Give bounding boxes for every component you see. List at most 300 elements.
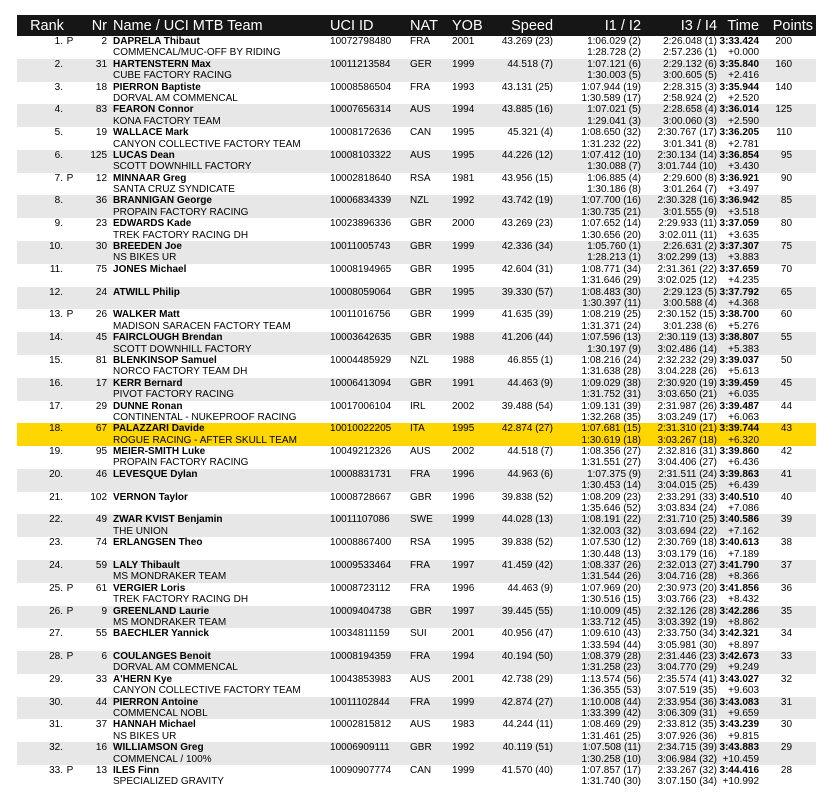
intermediate-3-4-cell: 2:29.132 (6) 3:00.605 (5) — [663, 58, 718, 82]
speed-cell: 43.885 (16) — [501, 104, 554, 116]
intermediate-3-4-cell: 2:29.123 (5) 3:00.588 (4) — [663, 286, 718, 309]
intermediate-1-2-cell: 1:07.681 (15) 1:30.619 (18) — [581, 423, 642, 446]
bib-number-cell: 29 — [95, 400, 108, 412]
rank-cell: 9. — [54, 218, 63, 230]
intermediate-1-2-cell: 1:08.469 (29) 1:31.461 (25) — [581, 719, 642, 742]
points-cell: 160 — [775, 58, 793, 70]
nationality-cell: FRA — [410, 559, 431, 571]
protected-flag — [63, 560, 77, 583]
name-team-cell: WILLIAMSON Greg COMMENCAL / 100% — [113, 742, 212, 765]
points-cell: 32 — [780, 673, 793, 685]
uci-id-cell: 10003642635 — [330, 332, 392, 344]
intermediate-3-4-cell: 2:28.315 (3) 2:58.924 (2) — [663, 81, 718, 104]
time-cell: 3:42.286 +8.862 — [719, 605, 760, 628]
speed-cell: 39.445 (55) — [501, 605, 554, 617]
year-of-birth-cell: 1995 — [452, 127, 475, 139]
bib-number-cell: 18 — [95, 81, 108, 93]
intermediate-3-4-cell: 2:30.769 (18) 3:03.179 (16) — [657, 537, 718, 560]
column-header-uci-id: UCI ID — [323, 15, 401, 36]
name-team-cell: WALKER Matt MADISON SARACEN FACTORY TEAM — [113, 309, 291, 332]
time-cell: 3:41.790 +8.366 — [719, 559, 760, 583]
points-cell: 70 — [780, 263, 793, 275]
time-cell: 3:36.205 +2.781 — [719, 127, 760, 150]
name-team-cell: LUCAS Dean SCOTT DOWNHILL FACTORY — [113, 149, 252, 173]
points-cell: 35 — [780, 605, 793, 617]
rank-cell: 21. — [49, 491, 63, 503]
speed-cell: 41.635 (39) — [501, 309, 554, 321]
intermediate-3-4-cell: 2:30.920 (19) 3:03.650 (21) — [657, 377, 718, 401]
year-of-birth-cell: 1995 — [452, 286, 475, 298]
name-team-cell: VERNON Taylor — [113, 491, 188, 503]
table-row — [17, 218, 816, 241]
bib-number-cell: 31 — [95, 58, 108, 70]
protected-flag — [63, 355, 77, 378]
name-team-cell: ZWAR KVIST Benjamin THE UNION — [113, 514, 223, 537]
bib-number-cell: 2 — [101, 36, 108, 47]
speed-cell: 41.459 (42) — [501, 559, 554, 571]
year-of-birth-cell: 1999 — [452, 309, 475, 321]
year-of-birth-cell: 1994 — [452, 651, 475, 663]
table-row — [17, 628, 816, 651]
name-team-cell: BREEDEN Joe NS BIKES UR — [113, 241, 182, 264]
intermediate-3-4-cell: 2:33.954 (36) 3:06.309 (31) — [657, 696, 718, 720]
intermediate-1-2-cell: 1:08.379 (28) 1:31.258 (23) — [581, 651, 642, 674]
nationality-cell: RSA — [410, 172, 431, 184]
speed-cell: 39.838 (52) — [501, 537, 554, 549]
name-team-cell: PIERRON Antoine COMMENCAL NOBL — [113, 696, 208, 720]
intermediate-1-2-cell: 1:09.610 (43) 1:33.594 (44) — [581, 628, 642, 651]
intermediate-3-4-cell: 2:30.119 (13) 3:02.486 (14) — [657, 332, 718, 355]
speed-cell: 43.956 (15) — [501, 172, 554, 184]
points-cell: 41 — [780, 468, 793, 480]
table-row — [17, 59, 816, 82]
year-of-birth-cell: 1999 — [452, 241, 475, 253]
name-team-cell: VERGIER Loris TREK FACTORY RACING DH — [113, 582, 249, 606]
speed-cell: 42.874 (27) — [501, 696, 554, 708]
time-cell: 3:39.860 +6.436 — [719, 446, 760, 469]
year-of-birth-cell: 1995 — [452, 423, 475, 435]
rank-cell: 11. — [49, 263, 63, 275]
time-cell: 3:36.942 +3.518 — [719, 195, 760, 218]
year-of-birth-cell: 1981 — [452, 172, 475, 184]
speed-cell: 46.855 (1) — [507, 354, 554, 366]
bib-number-cell: 6 — [101, 651, 108, 663]
protected-flag — [63, 264, 77, 287]
points-cell: 200 — [775, 36, 793, 47]
intermediate-1-2-cell: 1:06.029 (2) 1:28.728 (2) — [587, 36, 642, 59]
points-cell: 50 — [780, 354, 793, 366]
nationality-cell: GBR — [410, 742, 432, 754]
rank-cell: 22. — [49, 514, 63, 526]
rank-cell: 13. — [49, 309, 63, 321]
intermediate-1-2-cell: 1:08.650 (32) 1:31.232 (22) — [581, 127, 642, 150]
nationality-cell: FRA — [410, 651, 431, 663]
time-cell: 3:39.037 +5.613 — [719, 354, 760, 378]
rank-cell: 14. — [49, 332, 63, 344]
time-cell: 3:40.613 +7.189 — [719, 537, 760, 560]
nationality-cell: GBR — [410, 218, 432, 230]
speed-cell: 44.518 (7) — [507, 446, 554, 458]
points-cell: 55 — [780, 332, 793, 344]
protected-flag — [63, 332, 77, 355]
uci-id-cell: 10008194359 — [330, 651, 392, 663]
nationality-cell: SUI — [410, 628, 427, 640]
uci-id-cell: 10017006104 — [330, 400, 392, 412]
bib-number-cell: 23 — [95, 218, 108, 230]
points-cell: 42 — [780, 446, 793, 458]
intermediate-1-2-cell: 1:08.483 (30) 1:30.397 (11) — [581, 286, 642, 309]
bib-number-cell: 12 — [95, 172, 108, 184]
intermediate-1-2-cell: 1:09.029 (38) 1:31.752 (31) — [581, 377, 642, 401]
intermediate-1-2-cell: 1:09.131 (39) 1:32.268 (35) — [581, 400, 642, 423]
time-cell: 3:37.659 +4.235 — [719, 263, 760, 287]
nationality-cell: GBR — [410, 241, 432, 253]
nationality-cell: RSA — [410, 537, 431, 549]
column-header-nr: Nr — [77, 15, 107, 36]
year-of-birth-cell: 1994 — [452, 104, 475, 116]
name-team-cell: DAPRELA Thibaut COMMENCAL/MUC-OFF BY RIDING — [113, 36, 281, 59]
time-cell: 3:36.014 +2.590 — [719, 104, 760, 127]
speed-cell: 44.518 (7) — [507, 58, 554, 70]
year-of-birth-cell: 1996 — [452, 582, 475, 594]
protected-flag — [63, 674, 77, 697]
rank-cell: 5. — [54, 127, 63, 139]
uci-id-cell: 10006413094 — [330, 377, 392, 389]
protected-flag: P — [66, 172, 74, 184]
protected-flag — [63, 195, 77, 218]
intermediate-3-4-cell: 2:33.267 (32) 3:07.150 (34) — [657, 765, 718, 788]
table-row — [17, 514, 816, 537]
rank-cell: 26. — [49, 605, 63, 617]
intermediate-3-4-cell: 2:33.812 (35) 3:07.926 (36) — [657, 719, 718, 742]
protected-flag — [63, 401, 77, 424]
bib-number-cell: 26 — [95, 309, 108, 321]
points-cell: 140 — [775, 81, 793, 93]
points-cell: 31 — [780, 696, 793, 708]
intermediate-3-4-cell: 2:34.715 (39) 3:06.984 (32) — [657, 742, 718, 765]
rank-cell: 18. — [49, 423, 63, 435]
nationality-cell: FRA — [410, 81, 431, 93]
bib-number-cell: 83 — [95, 104, 108, 116]
intermediate-3-4-cell: 2:29.600 (8) 3:01.264 (7) — [663, 172, 718, 196]
rank-cell: 29. — [49, 673, 63, 685]
year-of-birth-cell: 1995 — [452, 263, 475, 275]
time-cell: 3:35.840 +2.416 — [719, 58, 760, 82]
table-row — [17, 423, 816, 446]
protected-flag — [63, 537, 77, 560]
year-of-birth-cell: 2002 — [452, 400, 475, 412]
nationality-cell: FRA — [410, 696, 431, 708]
nationality-cell: GBR — [410, 309, 432, 321]
name-team-cell: BAECHLER Yannick — [113, 628, 209, 640]
speed-cell: 39.330 (57) — [501, 286, 554, 298]
points-cell: 38 — [780, 537, 793, 549]
protected-flag — [63, 697, 77, 720]
nationality-cell: AUS — [410, 719, 431, 731]
year-of-birth-cell: 1997 — [452, 605, 475, 617]
time-cell: 3:33.424 +0.000 — [719, 36, 760, 59]
column-header-yob: YOB — [445, 15, 485, 36]
uci-id-cell: 10004485929 — [330, 354, 392, 366]
nationality-cell: AUS — [410, 446, 431, 458]
table-row — [17, 150, 816, 173]
column-header-i1-i2: I1 / I2 — [553, 15, 641, 36]
rank-cell: 25. — [49, 582, 63, 594]
table-row — [17, 765, 816, 788]
time-cell: 3:40.510 +7.086 — [719, 491, 760, 515]
rank-cell: 15. — [49, 354, 63, 366]
rank-cell: 28. — [49, 651, 63, 663]
column-header-speed: Speed — [485, 15, 553, 36]
intermediate-1-2-cell: 1:07.021 (5) 1:29.041 (3) — [587, 104, 642, 127]
year-of-birth-cell: 2002 — [452, 446, 475, 458]
intermediate-3-4-cell: 2:35.574 (41) 3:07.519 (35) — [657, 673, 718, 697]
nationality-cell: ITA — [410, 423, 425, 435]
nationality-cell: AUS — [410, 149, 431, 161]
name-team-cell: FAIRCLOUGH Brendan SCOTT DOWNHILL FACTORY — [113, 332, 252, 355]
uci-id-cell: 10049212326 — [330, 446, 392, 458]
nationality-cell: NZL — [410, 354, 429, 366]
protected-flag — [63, 127, 77, 150]
intermediate-1-2-cell: 1:05.760 (1) 1:28.213 (1) — [587, 241, 642, 264]
points-cell: 45 — [780, 377, 793, 389]
protected-flag — [63, 150, 77, 173]
bib-number-cell: 9 — [101, 605, 108, 617]
name-team-cell: LEVESQUE Dylan — [113, 468, 198, 480]
bib-number-cell: 67 — [95, 423, 108, 435]
uci-id-cell: 10008059064 — [330, 286, 392, 298]
uci-id-cell: 10011005743 — [330, 241, 391, 253]
bib-number-cell: 16 — [95, 742, 108, 754]
speed-cell: 42.604 (31) — [501, 263, 554, 275]
protected-flag — [63, 378, 77, 401]
bib-number-cell: 46 — [95, 468, 108, 480]
column-header-time: Time — [717, 15, 769, 36]
year-of-birth-cell: 1992 — [452, 742, 475, 754]
protected-flag: P — [66, 605, 74, 617]
speed-cell: 39.838 (52) — [501, 491, 554, 503]
nationality-cell: GBR — [410, 286, 432, 298]
speed-cell: 41.570 (40) — [501, 765, 554, 776]
intermediate-1-2-cell: 1:08.209 (23) 1:35.646 (52) — [581, 491, 642, 515]
intermediate-3-4-cell: 2:31.511 (24) 3:04.015 (25) — [657, 468, 718, 492]
year-of-birth-cell: 1988 — [452, 354, 475, 366]
uci-id-cell: 10034811159 — [330, 628, 390, 640]
bib-number-cell: 44 — [95, 696, 108, 708]
protected-flag — [63, 719, 77, 742]
protected-flag — [63, 423, 77, 446]
time-cell: 3:38.807 +5.383 — [719, 332, 760, 355]
intermediate-3-4-cell: 2:30.767 (17) 3:01.341 (8) — [657, 127, 718, 150]
uci-id-cell: 10008831731 — [330, 468, 392, 480]
points-cell: 95 — [780, 149, 793, 161]
speed-cell: 42.738 (29) — [501, 673, 554, 685]
table-row — [17, 264, 816, 287]
name-team-cell: HANNAH Michael NS BIKES UR — [113, 719, 196, 742]
uci-id-cell: 10009533464 — [330, 559, 392, 571]
table-row — [17, 537, 816, 560]
points-cell: 39 — [780, 514, 793, 526]
points-cell: 43 — [780, 423, 793, 435]
uci-id-cell: 10002818640 — [330, 172, 392, 184]
table-row — [17, 697, 816, 720]
table-row — [17, 173, 816, 196]
bib-number-cell: 75 — [95, 263, 108, 275]
name-team-cell: DUNNE Ronan CONTINENTAL - NUKEPROOF RACING — [113, 400, 297, 423]
rank-cell: 32. — [49, 742, 63, 754]
intermediate-3-4-cell: 2:31.987 (26) 3:03.249 (17) — [657, 400, 718, 423]
intermediate-3-4-cell: 2:32.013 (27) 3:04.716 (28) — [657, 559, 718, 583]
table-row — [17, 583, 816, 606]
bib-number-cell: 19 — [95, 127, 108, 139]
name-team-cell: BRANNIGAN George PROPAIN FACTORY RACING — [113, 195, 249, 218]
intermediate-3-4-cell: 2:30.328 (16) 3:01.555 (9) — [657, 195, 718, 218]
column-header-i3-i4: I3 / I4 — [641, 15, 717, 36]
speed-cell: 39.488 (54) — [501, 400, 554, 412]
rank-cell: 17. — [49, 400, 63, 412]
uci-id-cell: 10072798480 — [330, 36, 392, 47]
uci-id-cell: 10008103322 — [330, 149, 392, 161]
name-team-cell: ATWILL Philip — [113, 286, 180, 298]
time-cell: 3:39.487 +6.063 — [719, 400, 760, 423]
bib-number-cell: 37 — [95, 719, 108, 731]
rank-cell: 10. — [49, 241, 63, 253]
points-cell: 44 — [780, 400, 793, 412]
bib-number-cell: 125 — [90, 149, 108, 161]
protected-flag — [63, 492, 77, 515]
table-row — [17, 742, 816, 765]
year-of-birth-cell: 1999 — [452, 696, 475, 708]
name-team-cell: JONES Michael — [113, 263, 187, 275]
intermediate-1-2-cell: 1:07.596 (13) 1:30.197 (9) — [581, 332, 642, 355]
intermediate-3-4-cell: 2:31.310 (21) 3:03.267 (18) — [657, 423, 718, 446]
year-of-birth-cell: 1999 — [452, 514, 475, 526]
name-team-cell: FEARON Connor KONA FACTORY TEAM — [113, 104, 221, 127]
time-cell: 3:35.944 +2.520 — [719, 81, 760, 104]
table-row — [17, 469, 816, 492]
nationality-cell: AUS — [410, 673, 431, 685]
time-cell: 3:38.700 +5.276 — [719, 309, 760, 332]
name-team-cell: MINNAAR Greg SANTA CRUZ SYNDICATE — [113, 172, 235, 196]
bib-number-cell: 55 — [95, 628, 108, 640]
year-of-birth-cell: 1995 — [452, 149, 475, 161]
rank-cell: 20. — [49, 468, 63, 480]
rank-cell: 12. — [49, 286, 63, 298]
intermediate-3-4-cell: 2:30.134 (14) 3:01.744 (10) — [657, 149, 718, 173]
points-cell: 30 — [780, 719, 793, 731]
table-row — [17, 560, 816, 583]
name-team-cell: LALY Thibault MS MONDRAKER TEAM — [113, 559, 227, 583]
speed-cell: 44.028 (13) — [501, 514, 554, 526]
time-cell: 3:40.586 +7.162 — [719, 514, 760, 537]
speed-cell: 43.742 (19) — [501, 195, 554, 207]
nationality-cell: SWE — [410, 514, 433, 526]
points-cell: 33 — [780, 651, 793, 663]
table-body — [17, 36, 816, 788]
points-cell: 75 — [780, 241, 793, 253]
intermediate-1-2-cell: 1:07.121 (6) 1:30.003 (5) — [587, 58, 642, 82]
nationality-cell: FRA — [410, 468, 431, 480]
name-team-cell: KERR Bernard PIVOT FACTORY RACING — [113, 377, 234, 401]
table-row — [17, 719, 816, 742]
year-of-birth-cell: 1999 — [452, 58, 475, 70]
bib-number-cell: 17 — [95, 377, 108, 389]
year-of-birth-cell: 2001 — [452, 628, 475, 640]
bib-number-cell: 102 — [90, 491, 108, 503]
bib-number-cell: 45 — [95, 332, 108, 344]
intermediate-1-2-cell: 1:07.508 (11) 1:30.258 (10) — [581, 742, 642, 765]
protected-flag: P — [66, 765, 74, 776]
uci-id-cell: 10006834339 — [330, 195, 392, 207]
intermediate-3-4-cell: 2:31.710 (25) 3:03.694 (22) — [657, 514, 718, 537]
year-of-birth-cell: 1983 — [452, 719, 475, 731]
points-cell: 80 — [780, 218, 793, 230]
results-table — [17, 15, 816, 788]
name-team-cell: PALAZZARI Davide ROGUE RACING - AFTER SKULL TEAM — [113, 423, 297, 446]
year-of-birth-cell: 2001 — [452, 36, 475, 47]
protected-flag: P — [66, 309, 74, 321]
protected-flag — [63, 514, 77, 537]
name-team-cell: HARTENSTERN Max CUBE FACTORY RACING — [113, 58, 232, 82]
time-cell: 3:43.027 +9.603 — [719, 673, 760, 697]
speed-cell: 40.956 (47) — [501, 628, 554, 640]
year-of-birth-cell: 1995 — [452, 537, 475, 549]
bib-number-cell: 95 — [95, 446, 108, 458]
uci-id-cell: 10011016756 — [330, 309, 391, 321]
uci-id-cell: 10008586504 — [330, 81, 392, 93]
table-row — [17, 127, 816, 150]
uci-id-cell: 10006909111 — [330, 742, 390, 754]
table-row — [17, 378, 816, 401]
intermediate-3-4-cell: 2:28.658 (4) 3:00.060 (3) — [663, 104, 718, 127]
table-row — [17, 674, 816, 697]
bib-number-cell: 36 — [95, 195, 108, 207]
protected-flag — [63, 628, 77, 651]
rank-cell: 1. — [54, 36, 63, 47]
time-cell: 3:43.083 +9.659 — [719, 696, 760, 720]
protected-flag: P — [66, 651, 74, 663]
time-cell: 3:43.883 +10.459 — [719, 742, 760, 765]
table-row — [17, 36, 816, 59]
name-team-cell: EDWARDS Kade TREK FACTORY RACING DH — [113, 218, 249, 241]
uci-id-cell: 10011107086 — [330, 514, 390, 526]
time-cell: 3:36.921 +3.497 — [719, 172, 760, 196]
intermediate-3-4-cell: 2:32.816 (31) 3:04.406 (27) — [657, 446, 718, 469]
uci-id-cell: 10008194965 — [330, 263, 392, 275]
speed-cell: 44.463 (9) — [507, 377, 554, 389]
name-team-cell: COULANGES Benoit DORVAL AM COMMENCAL — [113, 651, 238, 674]
protected-flag — [63, 287, 77, 310]
nationality-cell: GBR — [410, 377, 432, 389]
protected-flag — [63, 104, 77, 127]
intermediate-3-4-cell: 2:32.126 (28) 3:03.392 (19) — [657, 605, 718, 628]
nationality-cell: NZL — [410, 195, 429, 207]
points-cell: 85 — [780, 195, 793, 207]
protected-flag — [63, 218, 77, 241]
nationality-cell: FRA — [410, 582, 431, 594]
name-team-cell: MEIER-SMITH Luke PROPAIN FACTORY RACING — [113, 446, 249, 469]
nationality-cell: GBR — [410, 263, 432, 275]
intermediate-1-2-cell: 1:13.574 (56) 1:36.355 (53) — [581, 673, 642, 697]
nationality-cell: CAN — [410, 765, 432, 776]
intermediate-3-4-cell: 2:30.973 (20) 3:03.766 (23) — [657, 582, 718, 606]
uci-id-cell: 10011213584 — [330, 58, 391, 70]
year-of-birth-cell: 1992 — [452, 195, 475, 207]
table-row — [17, 309, 816, 332]
intermediate-1-2-cell: 1:07.969 (20) 1:30.516 (15) — [581, 582, 642, 606]
table-row — [17, 401, 816, 424]
name-team-cell: PIERRON Baptiste DORVAL AM COMMENCAL — [113, 81, 238, 104]
